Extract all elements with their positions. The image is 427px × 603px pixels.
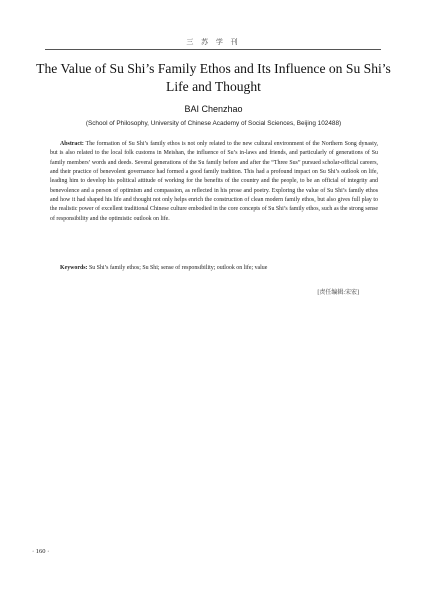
abstract-paragraph xyxy=(50,140,378,224)
running-head: 三 苏 学 刊 xyxy=(186,38,241,46)
author-affiliation: (School of Philosophy, University of Chinese Academy of Social Sciences, Beijing 102488) xyxy=(85,120,342,127)
editor-note: [责任编辑:宋宏] xyxy=(317,290,359,296)
abstract-text: The formation of Su Shi’s family ethos is not only related to the new cultural environment of the Northern Song dynasty, but is also related to the local folk customs in Meishan, the influence of Su’s in-laws and friends, and particularly of generations of Su family members’ words and deeds. Several generations of the Su family before and after the “Three Sus” pursued scholar-official careers, and their practice of benevolent governance had formed a good family tradition. This had a profound impact on Su Shi’s outlook on life, leading him to develop his political attitude of working for the benefits of the country and the people, to be an official of integrity and benevolence and a person of optimism and compassion, as reflected in his prose and poetry. Exploring the value of Su Shi’s family ethos and how it had shaped his life and thought not only helps enrich the construction of clean modern family ethos, but also gives full play to the realistic power of excellent traditional Chinese culture embodied in the core concepts of Su Shi’s family ethos, such as the strong sense of responsibility and the optimistic outlook on life. xyxy=(50,141,378,222)
article-title: The Value of Su Shi’s Family Ethos and Its Influence on Su Shi’s Life and Thought xyxy=(36,61,391,94)
author-name: BAI Chenzhao xyxy=(184,104,243,114)
page-number: · 160 · xyxy=(32,548,50,555)
header-rule xyxy=(45,49,381,50)
abstract-label: Abstract: xyxy=(60,141,84,147)
keywords-label: Keywords: xyxy=(60,265,88,271)
keywords-paragraph xyxy=(60,264,378,273)
keywords-text: Su Shi’s family ethos; Su Shi; sense of responsibility; outlook on life; value xyxy=(88,265,268,271)
